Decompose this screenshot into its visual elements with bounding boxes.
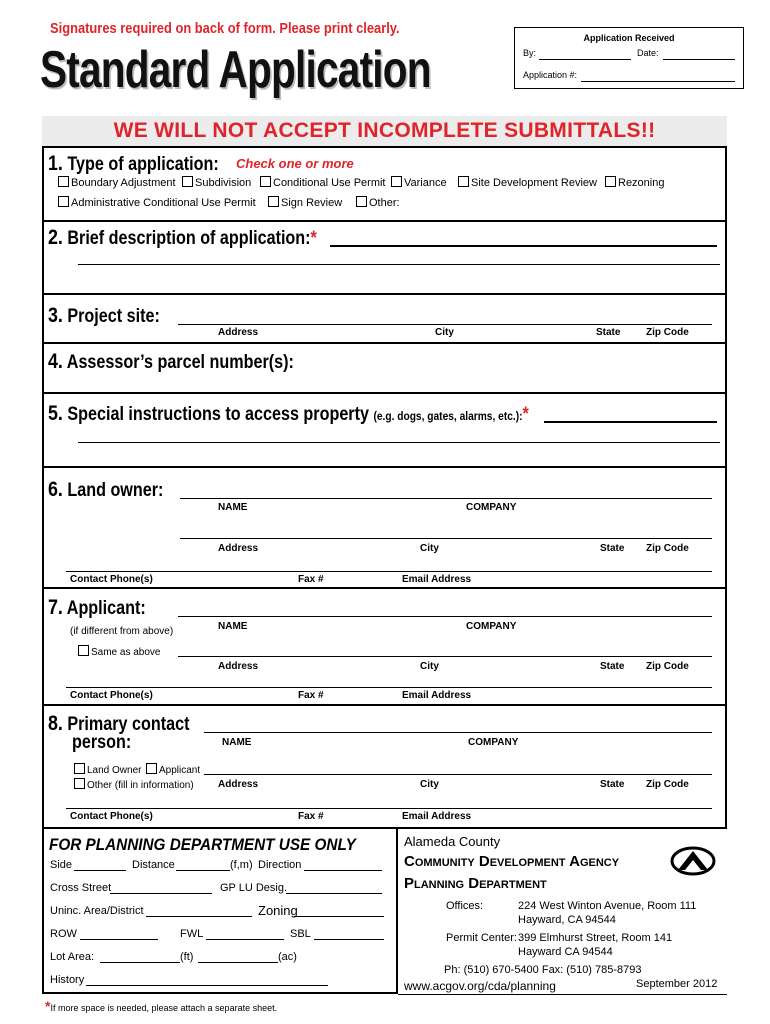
contact-address-field[interactable] [204,774,712,775]
received-date-field[interactable] [663,59,735,60]
distance-field[interactable] [176,870,230,871]
contact-fax-label: Fax # [298,811,324,822]
side-label: Side [50,859,73,871]
divider-5-6 [42,466,727,468]
applicant-city-label: City [420,661,439,672]
owner-fax-label: Fax # [298,574,324,585]
fm-label: (f,m) [230,859,253,871]
applicant-subtitle: (if different from above) [70,626,174,637]
project-state-label: State [596,327,621,338]
checkbox-icon[interactable] [458,176,469,187]
applicant-zip-label: Zip Code [646,661,689,672]
lot-area-label: Lot Area: [50,951,95,963]
section-5-heading: 5. Special instructions to access property (e.g. dogs, gates, alarms, etc.):* [48,402,529,425]
applicant-address-label: Address [218,661,259,672]
access-instructions-field-2[interactable] [78,442,720,443]
section-1-heading: 1. Type of application: [48,152,219,175]
checkbox-icon[interactable] [146,763,157,774]
agency-logo-icon [670,846,716,876]
contact-name-field[interactable] [204,732,712,733]
owner-city-label: City [420,543,439,554]
option-admin-conditional-use-permit[interactable]: Administrative Conditional Use Permit [58,196,256,209]
owner-zip-label: Zip Code [646,543,689,554]
checkbox-icon[interactable] [182,176,193,187]
page-title: Standard Application [40,41,431,99]
contact-address-label: Address [218,779,259,790]
sbl-label: SBL [290,928,311,940]
owner-address-label: Address [218,543,259,554]
received-heading: Application Received [583,33,675,43]
offices-address-1: 224 West Winton Avenue, Room 111 [518,900,697,912]
distance-label: Distance [132,859,175,871]
uninc-area-label: Uninc. Area/District [50,905,144,917]
project-address-label: Address [218,327,259,338]
option-other-contact[interactable]: Other (fill in information) [74,778,194,791]
permit-address-2: Hayward CA 94544 [518,946,613,958]
applicant-phone-label: Contact Phone(s) [70,690,153,701]
contact-city-label: City [420,779,439,790]
application-received-box [514,27,744,89]
checkbox-icon[interactable] [605,176,616,187]
contact-state-label: State [600,779,625,790]
contact-zip-label: Zip Code [646,779,689,790]
county-name: Alameda County [404,834,501,849]
direction-label: Direction [258,859,302,871]
contact-name-label: NAME [222,737,252,748]
section-4-heading: 4. Assessor’s parcel number(s): [48,350,294,373]
option-land-owner[interactable]: Land Owner [74,763,141,776]
section-3-heading: 3. Project site: [48,304,160,327]
checkbox-icon[interactable] [58,196,69,207]
agency-website[interactable]: www.acgov.org/cda/planning [404,979,556,993]
lot-area-ft-field[interactable] [100,962,180,963]
direction-field[interactable] [304,870,382,871]
applicant-contact-field[interactable] [66,687,712,688]
permit-address-1: 399 Elmhurst Street, Room 141 [518,932,673,944]
received-date-label: Date: [637,48,659,58]
project-site-field[interactable] [178,324,712,325]
incomplete-warning-banner [42,116,727,146]
option-rezoning[interactable]: Rezoning [605,176,664,189]
owner-name-label: NAME [218,502,248,513]
option-boundary-adjustment[interactable]: Boundary Adjustment [58,176,176,189]
owner-state-label: State [600,543,625,554]
divider-7-8 [42,704,727,706]
section-6-heading: 6. Land owner: [48,478,164,501]
sbl-field[interactable] [314,939,384,940]
applicant-name-label: NAME [218,621,248,632]
planning-title: FOR PLANNING DEPARTMENT USE ONLY [49,835,356,854]
gp-lu-field[interactable] [286,893,382,894]
project-zip-label: Zip Code [646,327,689,338]
divider-1-2 [42,220,727,222]
history-field[interactable] [86,985,328,986]
agency-bottom-rule [398,994,727,995]
project-city-label: City [435,327,454,338]
checkbox-icon[interactable] [74,778,85,789]
option-conditional-use-permit[interactable]: Conditional Use Permit [260,176,386,189]
owner-address-field[interactable] [180,538,712,539]
option-subdivision[interactable]: Subdivision [182,176,251,189]
banner-text: WE WILL NOT ACCEPT INCOMPLETE SUBMITTALS!! [113,119,656,142]
option-site-development-review[interactable]: Site Development Review [458,176,597,189]
option-other[interactable]: Other: [356,196,400,209]
received-by-label: By: [523,48,537,58]
owner-contact-field[interactable] [66,571,712,572]
section-1-hint: Check one or more [236,156,354,171]
fwl-field[interactable] [206,939,284,940]
checkbox-icon[interactable] [268,196,279,207]
row-field[interactable] [80,939,158,940]
contact-phone-label: Contact Phone(s) [70,811,153,822]
checkbox-icon[interactable] [356,196,367,207]
footnote: *If more space is needed, please attach a separate sheet. [45,998,278,1014]
applicant-email-label: Email Address [402,690,472,701]
cross-street-field[interactable] [110,893,212,894]
description-field-1[interactable] [330,245,717,247]
divider-2-3 [42,293,727,295]
owner-email-label: Email Address [402,574,472,585]
divider-3-4 [42,342,727,344]
owner-company-label: COMPANY [466,502,517,513]
application-number-label: Application #: [523,70,578,80]
checkbox-icon[interactable] [260,176,271,187]
option-sign-review[interactable]: Sign Review [268,196,342,209]
divider-6-7 [42,587,727,589]
access-instructions-field-1[interactable] [544,421,717,423]
applicant-company-label: COMPANY [466,621,517,632]
applicant-name-field[interactable] [178,616,712,617]
application-number-field[interactable] [581,81,735,82]
gp-lu-label: GP LU Desig. [220,882,288,894]
form-date: September 2012 [636,978,718,990]
signature-notice: Signatures required on back of form. Please print clearly. [50,20,400,37]
fwl-label: FWL [180,928,204,940]
lot-area-ac-field[interactable] [198,962,278,963]
applicant-fax-label: Fax # [298,690,324,701]
offices-label: Offices: [446,900,484,912]
section-8-heading: 8. Primary contact [48,712,190,735]
checkbox-icon[interactable] [391,176,402,187]
applicant-state-label: State [600,661,625,672]
side-field[interactable] [74,870,126,871]
history-label: History [50,974,85,986]
agency-name: Community Development Agency [404,853,620,870]
applicant-address-field[interactable] [178,656,712,657]
option-applicant[interactable]: Applicant [146,763,200,776]
same-as-above-option[interactable]: Same as above [78,645,161,658]
section-8-heading-line2: person: [72,732,132,753]
received-by-field[interactable] [539,59,631,60]
owner-phone-label: Contact Phone(s) [70,574,153,585]
uninc-area-field[interactable] [146,916,252,917]
owner-name-field[interactable] [180,498,712,499]
ac-label: (ac) [278,951,297,963]
ft-label: (ft) [180,951,194,963]
zoning-label: Zoning [258,903,298,918]
contact-contact-field[interactable] [66,808,712,809]
contact-company-label: COMPANY [468,737,519,748]
checkbox-icon[interactable] [58,176,69,187]
zoning-field[interactable] [294,916,384,917]
phone-fax: Ph: (510) 670-5400 Fax: (510) 785-8793 [444,964,642,976]
department-name: Planning Department [404,875,547,892]
permit-center-label: Permit Center: [446,932,517,944]
option-variance[interactable]: Variance [391,176,447,189]
section-7-heading: 7. Applicant: [48,596,146,619]
checkbox-icon[interactable] [78,645,89,656]
section-2-heading: 2. Brief description of application:* [48,226,317,249]
divider-4-5 [42,392,727,394]
cross-street-label: Cross Street [50,882,112,894]
offices-address-2: Hayward, CA 94544 [518,914,616,926]
checkbox-icon[interactable] [74,763,85,774]
contact-email-label: Email Address [402,811,472,822]
description-field-2[interactable] [78,264,720,265]
row-label: ROW [50,928,77,940]
